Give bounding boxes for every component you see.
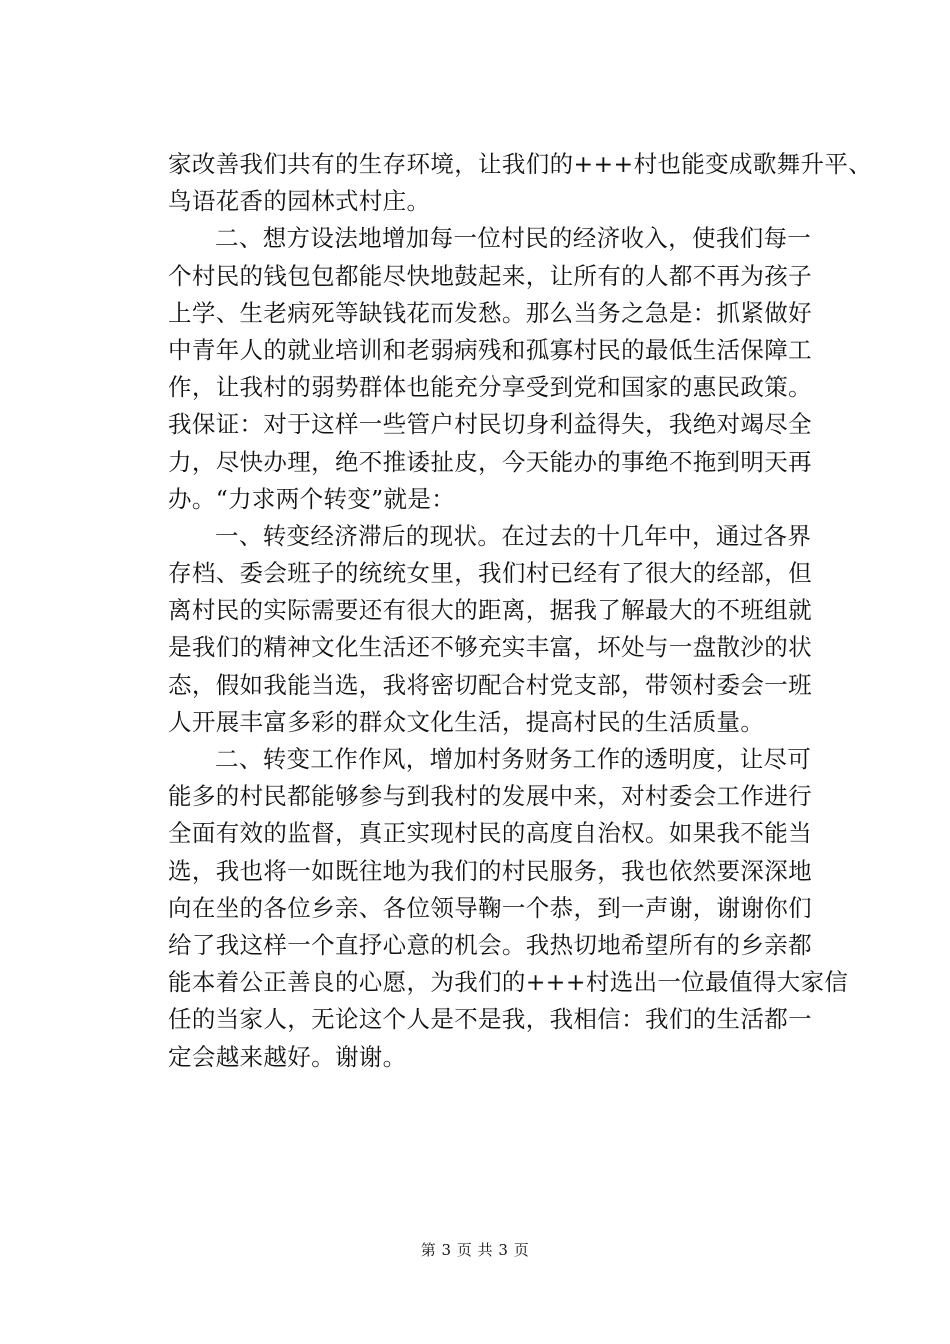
text-line: 二、想方设法地增加每一位村民的经济收入，使我们每一 <box>215 224 812 253</box>
paragraph-2 <box>168 220 812 518</box>
text-line: 办。“力求两个转变”就是： <box>168 484 456 513</box>
text-line: 向在坐的各位乡亲、各位领导鞠一个恭，到一声谢，谢谢你们 <box>168 893 812 922</box>
text-line: 一、转变经济滞后的现状。在过去的十几年中，通过各界 <box>215 521 812 550</box>
document-body <box>168 146 873 1076</box>
text-line: 定会越来越好。谢谢。 <box>168 1042 407 1071</box>
text-line: 能多的村民都能够参与到我村的发展中来，对村委会工作进行 <box>168 782 812 811</box>
text-line: 全面有效的监督，真正实现村民的高度自治权。如果我不能当 <box>168 819 812 848</box>
text-line: 力，尽快办理，绝不推诿扯皮，今天能办的事绝不拖到明天再 <box>168 447 812 476</box>
paragraph-1 <box>168 146 873 220</box>
text-line: 态，假如我能当选，我将密切配合村党支部，带领村委会一班 <box>168 670 812 699</box>
text-line: 能本着公正善良的心愿，为我们的+++村选出一位最值得大家信 <box>168 968 849 997</box>
text-line: 人开展丰富多彩的群众文化生活，提高村民的生活质量。 <box>168 707 765 736</box>
paragraph-3 <box>168 518 812 741</box>
text-line: 我保证：对于这样一些管户村民切身利益得失，我绝对竭尽全 <box>168 410 812 439</box>
text-line: 存档、委会班子的统统女里，我们村已经有了很大的经部，但 <box>168 559 812 588</box>
text-line: 鸟语花香的园林式村庄。 <box>168 187 431 216</box>
text-line: 二、转变工作作风，增加村务财务工作的透明度，让尽可 <box>215 745 812 773</box>
text-line: 作，让我村的弱势群体也能充分享受到党和国家的惠民政策。 <box>168 373 812 402</box>
paragraph-4 <box>168 741 849 1076</box>
text-line: 任的当家人，无论这个人是不是我，我相信：我们的生活都一 <box>168 1005 812 1034</box>
text-line: 选，我也将一如既往地为我们的村民服务，我也依然要深深地 <box>168 856 812 885</box>
text-line: 是我们的精神文化生活还不够充实丰富，坏处与一盘散沙的状 <box>168 633 812 662</box>
text-line: 给了我这样一个直抒心意的机会。我热切地希望所有的乡亲都 <box>168 930 812 959</box>
text-line: 上学、生老病死等缺钱花而发愁。那么当务之急是：抓紧做好 <box>168 298 812 327</box>
page-number-footer: 第 3 页 共 3 页 <box>420 1241 530 1259</box>
text-line: 家改善我们共有的生存环境，让我们的+++村也能变成歌舞升平、 <box>168 150 873 178</box>
text-line: 个村民的钱包包都能尽快地鼓起来，让所有的人都不再为孩子 <box>168 261 812 290</box>
text-line: 离村民的实际需要还有很大的距离，据我了解最大的不班组就 <box>168 596 812 625</box>
text-line: 中青年人的就业培训和老弱病残和孤寡村民的最低生活保障工 <box>168 335 812 364</box>
